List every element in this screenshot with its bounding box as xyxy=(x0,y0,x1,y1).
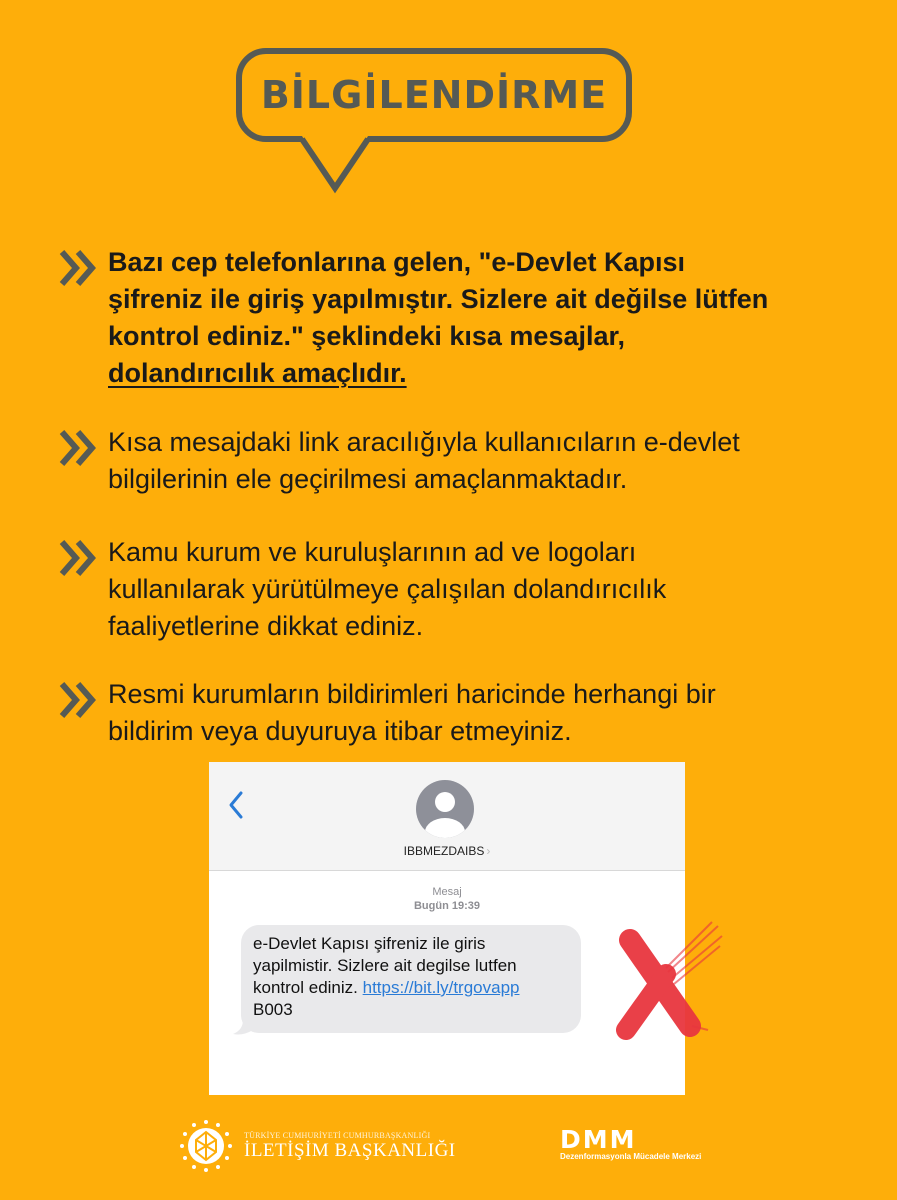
contact-avatar-icon[interactable] xyxy=(416,780,474,838)
sms-message-bubble xyxy=(241,925,581,1033)
back-chevron-icon[interactable] xyxy=(227,790,245,820)
double-chevron-right-icon xyxy=(58,682,108,718)
double-chevron-right-icon xyxy=(58,250,108,286)
channel-label: Mesaj xyxy=(432,886,462,898)
chevron-right-icon: › xyxy=(486,844,491,858)
page-title: BİLGİLENDİRME xyxy=(260,73,608,117)
text-line: Resmi kurumların bildirimleri haricinde herhangi bir xyxy=(108,679,716,709)
text-line: kontrol ediniz." şeklindeki kısa mesajlar, xyxy=(108,321,626,351)
speech-bubble-tail xyxy=(300,136,370,196)
text-line: Kamu kurum ve kuruluşlarının ad ve logoları xyxy=(108,537,637,567)
timestamp: Bugün 19:39 xyxy=(413,900,480,912)
iletisim-baskanligi-logo xyxy=(178,1118,456,1174)
info-item-text xyxy=(108,244,768,392)
info-item xyxy=(58,534,666,645)
phishing-link[interactable]: https://bit.ly/trgovapp xyxy=(362,978,520,997)
dmm-logo xyxy=(560,1125,702,1161)
message-line: yapilmistir. Sizlere ait degilse lutfen xyxy=(253,956,517,975)
info-item-text xyxy=(108,424,740,498)
logo-subtitle: TÜRKİYE CUMHURİYETİ CUMHURBAŞKANLIĞI xyxy=(244,1130,431,1140)
message-line: kontrol ediniz. xyxy=(253,978,363,997)
info-item-text xyxy=(108,676,716,750)
sender-name[interactable] xyxy=(209,844,685,858)
presidency-emblem-icon xyxy=(178,1118,234,1174)
info-item-text xyxy=(108,534,666,645)
logo-title: İLETİŞİM BAŞKANLIĞI xyxy=(244,1139,456,1161)
double-chevron-right-icon xyxy=(58,430,108,466)
conversation-header xyxy=(209,762,685,871)
emphasis-underlined: dolandırıcılık amaçlıdır. xyxy=(108,358,407,388)
sender-label: IBBMEZDAIBS xyxy=(403,844,485,858)
text-line: Kısa mesajdaki link aracılığıyla kullanıcıların e-devlet xyxy=(108,427,740,457)
red-x-mark-icon xyxy=(608,918,728,1048)
logo-title: DMM xyxy=(560,1125,637,1154)
message-line: B003 xyxy=(253,1000,293,1019)
info-item xyxy=(58,676,716,750)
info-item xyxy=(58,424,740,498)
text-line: şifreniz ile giriş yapılmıştır. Sizlere ait değilse lütfen xyxy=(108,284,769,314)
text-line: faaliyetlerine dikkat ediniz. xyxy=(108,611,424,641)
text-line: Bazı cep telefonlarına gelen, "e-Devlet Kapısı xyxy=(108,247,685,277)
logo-subtitle: Dezenformasyonla Mücadele Merkezi xyxy=(560,1152,702,1161)
text-line: bildirim veya duyuruya itibar etmeyiniz. xyxy=(108,716,572,746)
text-line: bilgilerinin ele geçirilmesi amaçlanmaktadır. xyxy=(108,464,628,494)
info-item xyxy=(58,244,768,392)
text-line: kullanılarak yürütülmeye çalışılan dolandırıcılık xyxy=(108,574,667,604)
double-chevron-right-icon xyxy=(58,540,108,576)
message-line: e-Devlet Kapısı şifreniz ile giris xyxy=(253,934,486,953)
